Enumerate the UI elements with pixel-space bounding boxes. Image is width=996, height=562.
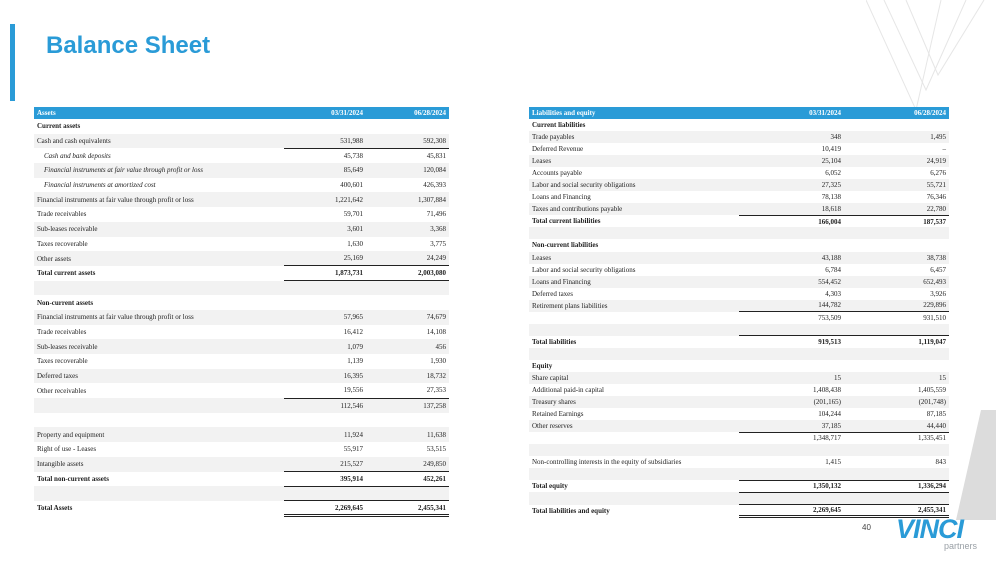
row-value-q1 bbox=[284, 486, 366, 501]
accent-bar bbox=[10, 24, 15, 101]
row-value-q2: 843 bbox=[935, 458, 946, 467]
row-value-q2 bbox=[366, 486, 449, 501]
row-value-q1: 37,185 bbox=[739, 420, 844, 432]
row-value-q2: (201,748) bbox=[844, 396, 949, 408]
table-row bbox=[529, 360, 949, 372]
assets-header-row bbox=[34, 107, 449, 119]
row-value-q2: 3,775 bbox=[430, 239, 446, 248]
row-value-q1 bbox=[739, 119, 844, 131]
row-value-q2: 1,405,559 bbox=[918, 386, 946, 395]
row-value-q2: 24,919 bbox=[844, 155, 949, 167]
row-value-q1 bbox=[284, 295, 366, 310]
row-label: Total current liabilities bbox=[532, 217, 601, 226]
table-row bbox=[529, 155, 949, 167]
row-value-q2 bbox=[844, 444, 949, 456]
row-value-q1 bbox=[739, 324, 844, 336]
row-value-q1: 1,873,731 bbox=[284, 266, 366, 281]
table-row bbox=[34, 486, 449, 501]
table-row bbox=[529, 312, 949, 324]
row-label bbox=[34, 413, 284, 428]
row-value-q1: 27,325 bbox=[739, 179, 844, 191]
assets-table bbox=[34, 107, 449, 517]
row-value-q1 bbox=[739, 348, 844, 360]
table-row bbox=[529, 348, 949, 360]
row-label: Non-current liabilities bbox=[532, 241, 599, 250]
row-label bbox=[529, 348, 739, 360]
row-value-q2 bbox=[366, 119, 449, 134]
row-value-q1 bbox=[284, 413, 366, 428]
row-value-q1: 2,269,645 bbox=[284, 501, 366, 516]
table-row bbox=[529, 336, 949, 348]
table-row bbox=[34, 178, 449, 193]
row-value-q1: 919,513 bbox=[739, 336, 844, 348]
row-value-q2: 249,850 bbox=[366, 457, 449, 472]
row-label: Retained Earnings bbox=[532, 410, 584, 419]
row-value-q1: 78,138 bbox=[821, 193, 841, 202]
row-label bbox=[529, 324, 739, 336]
table-row bbox=[529, 432, 949, 444]
table-row bbox=[34, 281, 449, 296]
row-value-q1: 3,601 bbox=[284, 222, 366, 237]
row-value-q2: 53,515 bbox=[426, 445, 446, 454]
row-label: Property and equipment bbox=[34, 427, 284, 442]
table-row bbox=[529, 480, 949, 492]
row-value-q1: 1,221,642 bbox=[284, 192, 366, 207]
row-label: Intangible assets bbox=[34, 457, 284, 472]
row-label: Trade payables bbox=[529, 131, 739, 143]
row-value-q1 bbox=[284, 119, 366, 134]
liabilities-table bbox=[529, 107, 949, 518]
row-value-q2: 45,831 bbox=[366, 148, 449, 163]
row-label: Financial instruments at fair value through profit or loss bbox=[34, 163, 284, 178]
row-value-q2: 6,457 bbox=[930, 265, 946, 274]
table-row bbox=[529, 396, 949, 408]
table-row bbox=[529, 227, 949, 239]
row-value-q1: 1,630 bbox=[347, 239, 363, 248]
table-row bbox=[34, 369, 449, 384]
row-label: Other assets bbox=[34, 251, 284, 266]
table-row bbox=[34, 398, 449, 413]
row-value-q2: 120,084 bbox=[366, 163, 449, 178]
row-value-q2: 1,495 bbox=[844, 131, 949, 143]
row-label: Current assets bbox=[37, 122, 81, 131]
table-row bbox=[34, 339, 449, 354]
row-label: Non-current assets bbox=[37, 298, 94, 307]
row-label: Treasury shares bbox=[529, 396, 739, 408]
row-value-q1: 55,917 bbox=[343, 445, 363, 454]
row-value-q2: 3,368 bbox=[366, 222, 449, 237]
row-label: Total liabilities and equity bbox=[532, 506, 610, 515]
row-label: Taxes recoverable bbox=[37, 357, 88, 366]
row-label: Total equity bbox=[532, 482, 568, 491]
table-row bbox=[529, 300, 949, 312]
logo-subtitle: partners bbox=[944, 541, 978, 551]
row-label: Financial instruments at amortized cost bbox=[44, 181, 156, 190]
table-row bbox=[529, 239, 949, 251]
row-value-q2: 18,732 bbox=[366, 369, 449, 384]
row-value-q2 bbox=[844, 324, 949, 336]
row-value-q1: 395,914 bbox=[284, 472, 366, 487]
row-label: Financial instruments at fair value through profit or loss bbox=[34, 192, 284, 207]
table-row bbox=[34, 237, 449, 252]
table-row bbox=[529, 444, 949, 456]
row-value-q2: 55,721 bbox=[844, 179, 949, 191]
row-value-q1: 1,350,132 bbox=[739, 480, 844, 492]
row-value-q2: 2,455,341 bbox=[366, 501, 449, 516]
table-row bbox=[529, 131, 949, 143]
row-label bbox=[529, 492, 739, 504]
table-row bbox=[529, 276, 949, 288]
row-label: Total liabilities bbox=[532, 337, 577, 346]
row-value-q1: 1,408,438 bbox=[813, 386, 841, 395]
row-value-q1 bbox=[739, 444, 844, 456]
row-value-q2: 6,276 bbox=[930, 169, 946, 178]
row-value-q1: 45,738 bbox=[284, 148, 366, 163]
table-row bbox=[529, 420, 949, 432]
row-value-q2 bbox=[844, 239, 949, 251]
row-label bbox=[529, 468, 739, 480]
row-value-q1: 16,412 bbox=[343, 327, 363, 336]
table-row bbox=[34, 325, 449, 340]
row-label: Retirement plans liabilities bbox=[529, 300, 739, 312]
table-row bbox=[529, 288, 949, 300]
table-row bbox=[529, 384, 949, 396]
row-label: Other reserves bbox=[529, 420, 739, 432]
row-label bbox=[529, 432, 739, 444]
row-label: Share capital bbox=[529, 372, 739, 384]
row-value-q1: 57,965 bbox=[284, 310, 366, 325]
row-value-q1: 10,419 bbox=[821, 145, 841, 154]
liabilities-header-label: Liabilities and equity bbox=[529, 107, 739, 119]
row-value-q1: (201,165) bbox=[739, 396, 844, 408]
row-value-q2: – bbox=[942, 145, 946, 154]
row-value-q2 bbox=[844, 119, 949, 131]
row-label: Labor and social security obligations bbox=[529, 179, 739, 191]
table-row bbox=[34, 442, 449, 457]
table-row bbox=[34, 134, 449, 149]
row-label: Leases bbox=[529, 155, 739, 167]
table-row bbox=[529, 264, 949, 276]
row-value-q2: 11,638 bbox=[366, 427, 449, 442]
row-value-q1 bbox=[739, 492, 844, 504]
row-value-q2 bbox=[844, 348, 949, 360]
row-value-q2: 229,896 bbox=[844, 300, 949, 312]
table-row bbox=[34, 207, 449, 222]
row-label: Non-controlling interests in the equity of subsidiaries bbox=[532, 458, 682, 467]
table-row bbox=[529, 372, 949, 384]
row-value-q1: 348 bbox=[739, 131, 844, 143]
row-value-q2: 74,679 bbox=[366, 310, 449, 325]
table-row bbox=[34, 427, 449, 442]
row-value-q1: 16,395 bbox=[284, 369, 366, 384]
row-label: Leases bbox=[529, 252, 739, 264]
row-value-q2: 15 bbox=[844, 372, 949, 384]
row-value-q2 bbox=[844, 360, 949, 372]
row-value-q1: 59,701 bbox=[343, 210, 363, 219]
row-value-q2: 44,440 bbox=[844, 420, 949, 432]
table-row bbox=[34, 192, 449, 207]
row-value-q1: 6,784 bbox=[825, 265, 841, 274]
row-label: Deferred taxes bbox=[34, 369, 284, 384]
row-value-q2 bbox=[366, 413, 449, 428]
table-row bbox=[529, 143, 949, 155]
row-label bbox=[529, 444, 739, 456]
table-row bbox=[529, 408, 949, 420]
row-value-q1: 554,452 bbox=[739, 276, 844, 288]
row-value-q1 bbox=[739, 360, 844, 372]
row-value-q1: 104,244 bbox=[818, 410, 841, 419]
row-value-q2: 3,926 bbox=[930, 289, 946, 298]
row-label: Labor and social security obligations bbox=[532, 265, 636, 274]
liabilities-header-date-2: 06/28/2024 bbox=[844, 107, 949, 119]
row-value-q2: 187,537 bbox=[844, 215, 949, 227]
table-row bbox=[529, 252, 949, 264]
row-label: Deferred Revenue bbox=[532, 145, 584, 154]
row-value-q1 bbox=[284, 281, 366, 296]
table-row bbox=[529, 492, 949, 504]
table-row bbox=[34, 501, 449, 516]
table-row bbox=[34, 472, 449, 487]
table-row bbox=[34, 119, 449, 134]
row-label: Right of use - Leases bbox=[37, 445, 97, 454]
row-value-q2: 1,335,451 bbox=[844, 432, 949, 444]
row-value-q2: 2,455,341 bbox=[844, 505, 949, 517]
row-value-q2: 24,249 bbox=[366, 251, 449, 266]
row-value-q2: 14,108 bbox=[426, 327, 446, 336]
table-row bbox=[529, 215, 949, 227]
row-value-q1: 1,348,717 bbox=[739, 432, 844, 444]
table-row bbox=[529, 505, 949, 517]
row-value-q1: 753,509 bbox=[739, 312, 844, 324]
row-value-q1: 6,052 bbox=[825, 169, 841, 178]
row-label: Total non-current assets bbox=[37, 474, 109, 483]
row-value-q2 bbox=[366, 281, 449, 296]
row-label: Other receivables bbox=[37, 386, 87, 395]
row-value-q1: 2,269,645 bbox=[739, 505, 844, 517]
row-value-q1: 25,104 bbox=[739, 155, 844, 167]
row-label: Additional paid-in capital bbox=[532, 386, 604, 395]
row-label: Accounts payable bbox=[532, 169, 582, 178]
table-row bbox=[529, 119, 949, 131]
row-value-q2: 1,119,047 bbox=[844, 336, 949, 348]
row-value-q1: 4,303 bbox=[825, 289, 841, 298]
row-value-q1: 15 bbox=[739, 372, 844, 384]
row-value-q2: 1,930 bbox=[430, 357, 446, 366]
row-value-q1: 85,649 bbox=[284, 163, 366, 178]
row-label: Loans and Financing bbox=[532, 193, 591, 202]
row-label bbox=[529, 312, 739, 324]
table-row bbox=[34, 251, 449, 266]
row-value-q2: 426,393 bbox=[423, 181, 446, 190]
row-label bbox=[34, 486, 284, 501]
row-value-q1: 531,988 bbox=[284, 134, 366, 149]
row-label: Taxes and contributions payable bbox=[529, 203, 739, 215]
row-label: Sub-leases receivable bbox=[34, 222, 284, 237]
row-value-q2: 1,336,294 bbox=[844, 480, 949, 492]
row-label bbox=[529, 227, 739, 239]
row-value-q2: 27,353 bbox=[426, 386, 446, 395]
row-value-q2 bbox=[844, 468, 949, 480]
row-value-q2 bbox=[844, 492, 949, 504]
assets-header-label: Assets bbox=[34, 107, 284, 119]
row-value-q1: 112,546 bbox=[284, 398, 366, 413]
table-row bbox=[34, 354, 449, 369]
row-value-q2: 652,493 bbox=[844, 276, 949, 288]
row-label: Taxes recoverable bbox=[37, 239, 88, 248]
row-label: Sub-leases receivable bbox=[34, 339, 284, 354]
row-value-q1 bbox=[739, 468, 844, 480]
row-value-q2: 22,780 bbox=[844, 203, 949, 215]
table-row bbox=[529, 456, 949, 468]
table-row bbox=[529, 468, 949, 480]
row-value-q2: 456 bbox=[366, 339, 449, 354]
liabilities-header-row bbox=[529, 107, 949, 119]
row-value-q2: 452,261 bbox=[366, 472, 449, 487]
row-value-q2: 592,308 bbox=[366, 134, 449, 149]
logo-word: VINCI bbox=[896, 514, 964, 544]
row-value-q1: 43,188 bbox=[739, 252, 844, 264]
table-row bbox=[34, 383, 449, 398]
row-label bbox=[34, 281, 284, 296]
row-value-q1: 25,169 bbox=[284, 251, 366, 266]
row-label: Trade receivables bbox=[37, 327, 87, 336]
row-label: Total Assets bbox=[37, 504, 73, 513]
row-value-q2: 137,258 bbox=[366, 398, 449, 413]
row-label: Total current assets bbox=[37, 269, 96, 278]
row-label: Cash and bank deposits bbox=[44, 151, 111, 160]
table-row bbox=[529, 324, 949, 336]
row-value-q1: 166,004 bbox=[739, 215, 844, 227]
row-value-q2: 38,738 bbox=[844, 252, 949, 264]
table-row bbox=[34, 163, 449, 178]
vinci-logo bbox=[896, 514, 992, 554]
page-title: Balance Sheet bbox=[46, 32, 211, 59]
row-label bbox=[34, 398, 284, 413]
row-value-q2: 1,307,884 bbox=[366, 192, 449, 207]
row-value-q2: 2,003,080 bbox=[366, 266, 449, 281]
table-row bbox=[529, 203, 949, 215]
table-row bbox=[529, 191, 949, 203]
table-row bbox=[34, 295, 449, 310]
row-value-q1: 215,527 bbox=[284, 457, 366, 472]
liabilities-header-date-1: 03/31/2024 bbox=[739, 107, 844, 119]
table-row bbox=[34, 310, 449, 325]
row-value-q2 bbox=[366, 295, 449, 310]
row-value-q1: 144,782 bbox=[739, 300, 844, 312]
row-value-q2: 76,346 bbox=[926, 193, 946, 202]
row-value-q1: 1,139 bbox=[347, 357, 363, 366]
row-label: Deferred taxes bbox=[532, 289, 574, 298]
row-value-q2: 931,510 bbox=[844, 312, 949, 324]
row-value-q1 bbox=[739, 239, 844, 251]
row-label: Trade receivables bbox=[37, 210, 87, 219]
row-value-q2 bbox=[844, 227, 949, 239]
row-label: Financial instruments at fair value through profit or loss bbox=[34, 310, 284, 325]
row-value-q1: 1,079 bbox=[284, 339, 366, 354]
row-label: Current liabilities bbox=[532, 121, 586, 130]
row-value-q1: 18,618 bbox=[739, 203, 844, 215]
table-row bbox=[34, 148, 449, 163]
assets-header-date-2: 06/28/2024 bbox=[366, 107, 449, 119]
table-row bbox=[34, 222, 449, 237]
row-value-q2: 71,496 bbox=[426, 210, 446, 219]
table-row bbox=[529, 179, 949, 191]
table-row bbox=[34, 413, 449, 428]
table-row bbox=[34, 266, 449, 281]
row-value-q1: 11,924 bbox=[284, 427, 366, 442]
row-label: Cash and cash equivalents bbox=[34, 134, 284, 149]
row-value-q1 bbox=[739, 227, 844, 239]
assets-header-date-1: 03/31/2024 bbox=[284, 107, 366, 119]
row-label: Loans and Financing bbox=[529, 276, 739, 288]
row-value-q1: 400,601 bbox=[340, 181, 363, 190]
table-row bbox=[34, 457, 449, 472]
table-row bbox=[529, 167, 949, 179]
page-number: 40 bbox=[862, 523, 871, 532]
row-value-q1: 1,415 bbox=[825, 458, 841, 467]
row-label: Equity bbox=[532, 361, 553, 370]
row-value-q2: 87,185 bbox=[926, 410, 946, 419]
row-value-q1: 19,556 bbox=[343, 386, 363, 395]
